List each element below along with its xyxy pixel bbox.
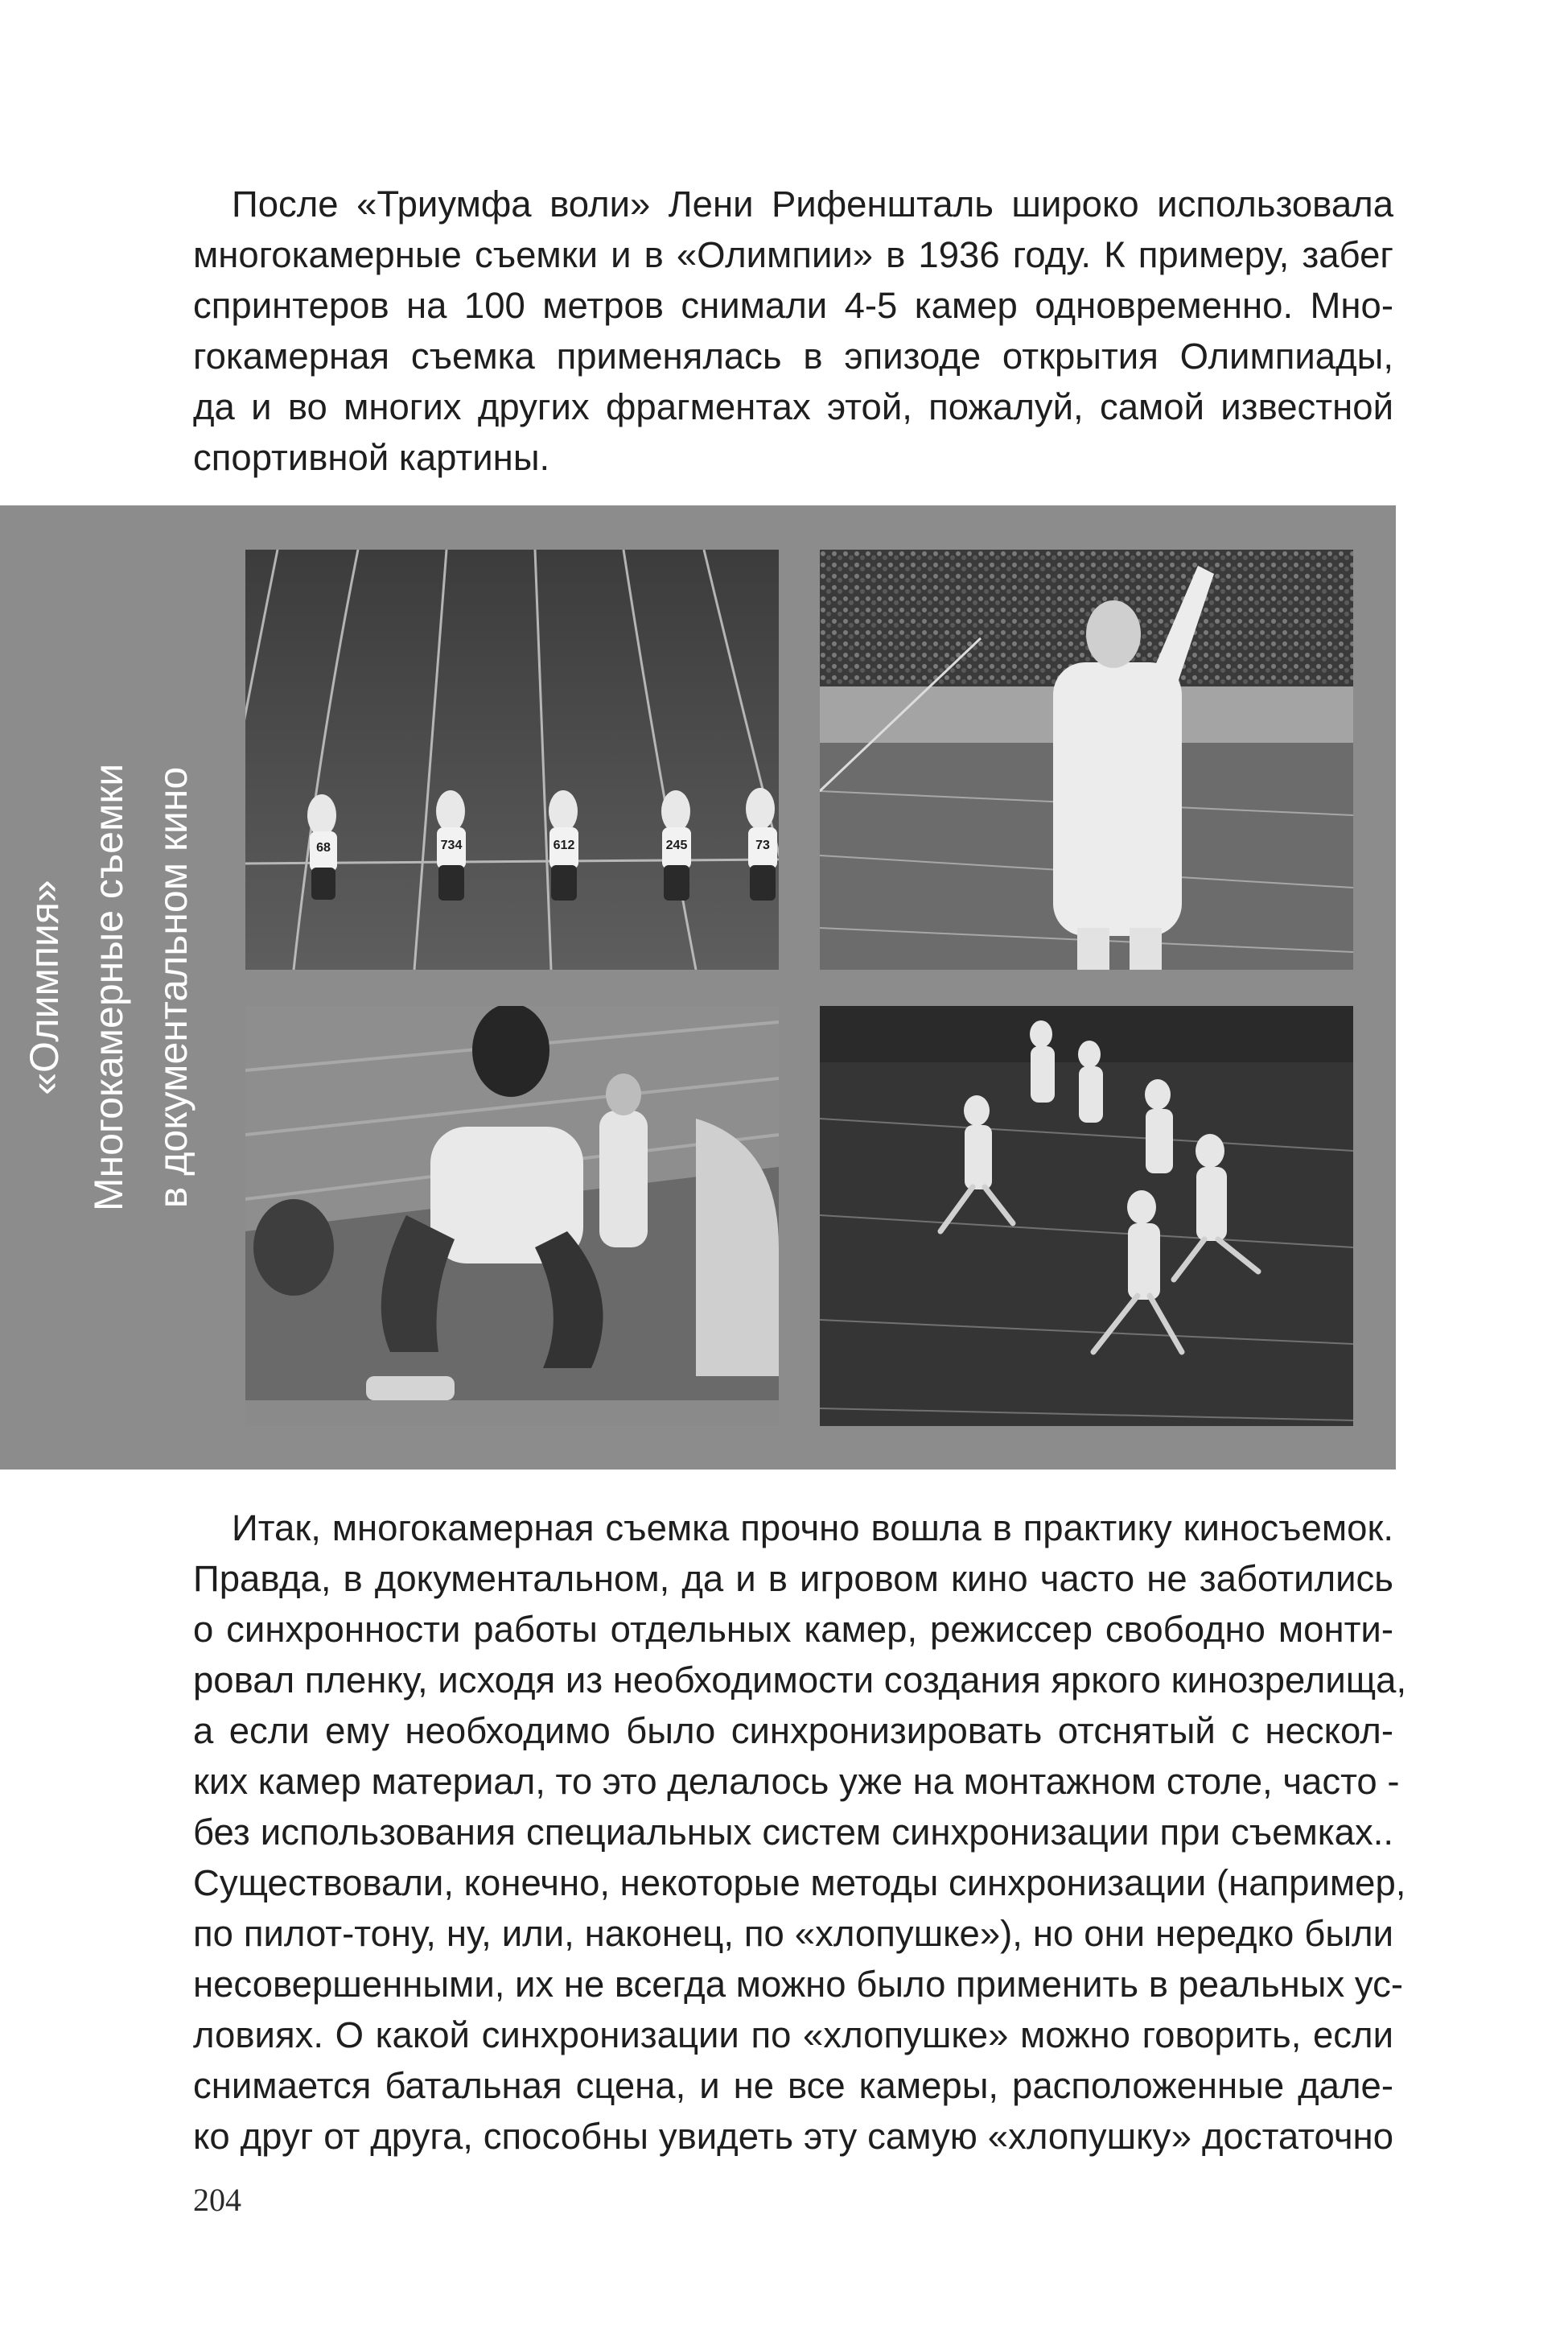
caption-line: Многокамерные съемки — [86, 763, 131, 1212]
text-line: спринтеров на 100 метров снимали 4-5 камер одновременно. Мно- — [193, 285, 1393, 326]
text-line: а если ему необходимо было синхронизировать отснятый с нескол- — [193, 1710, 1393, 1751]
caption-line: в документальном кино — [150, 766, 195, 1209]
caption-line: «Олимпия» — [22, 880, 67, 1095]
sidebar-caption — [12, 585, 205, 1390]
photo-sprinter-crouch — [245, 1006, 779, 1426]
bib-number: 612 — [553, 839, 575, 852]
text-line: Существовали, конечно, некоторые методы синхронизации (например, — [193, 1862, 1406, 1903]
text-line: о синхронности работы отдельных камер, режиссер свободно монти- — [193, 1609, 1393, 1650]
text-line: снимается батальная сцена, и не все камеры, расположенные дале- — [193, 2065, 1393, 2106]
photo-starter-official — [820, 550, 1353, 970]
paragraph-top — [193, 179, 1393, 483]
text-line: ловиях. О какой синхронизации по «хлопушке» можно говорить, если — [193, 2014, 1393, 2055]
text-line: без использования специальных систем синхронизации при съемках.. — [193, 1812, 1393, 1853]
photo-sprinters-start — [245, 550, 779, 970]
text-line: да и во многих других фрагментах этой, пожалуй, самой известной — [193, 386, 1393, 427]
text-line: ко друг от друга, способны увидеть эту самую «хлопушку» достаточно — [193, 2116, 1393, 2157]
bib-number: 245 — [665, 839, 688, 852]
text-line: несовершенными, их не всегда можно было применить в реальных ус- — [193, 1964, 1404, 2005]
text-line: Правда, в документальном, да и в игровом кино часто не заботились — [193, 1558, 1393, 1599]
bib-number: 73 — [755, 839, 770, 852]
photo-runners-race — [820, 1006, 1353, 1426]
text-line: ких камер материал, то это делалось уже на монтажном столе, часто - — [193, 1761, 1400, 1802]
paragraph-bottom — [193, 1503, 1407, 2162]
text-line: ровал пленку, исходя из необходимости создания яркого кинозрелища, — [193, 1659, 1407, 1700]
text-line: по пилот-тону, ну, или, наконец, по «хлопушке»), но они нередко были — [193, 1913, 1393, 1954]
text-line: После «Триумфа воли» Лени Рифеншталь широко использовала — [232, 183, 1393, 225]
page-number: 204 — [193, 2182, 241, 2218]
text-line: гокамерная съемка применялась в эпизоде открытия Олимпиады, — [193, 336, 1393, 377]
text-line: Итак, многокамерная съемка прочно вошла в практику киносъемок. — [232, 1507, 1393, 1548]
text-line: многокамерные съемки и в «Олимпии» в 1936 году. К примеру, забег — [193, 234, 1393, 275]
bib-number: 68 — [316, 841, 331, 855]
bib-number: 734 — [440, 839, 463, 852]
text-line: спортивной картины. — [193, 437, 550, 478]
